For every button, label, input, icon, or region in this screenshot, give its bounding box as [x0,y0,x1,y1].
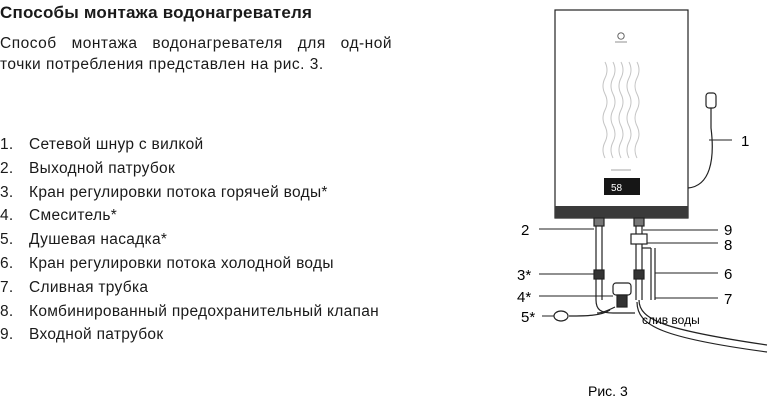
list-item [0,228,395,252]
intro-paragraph: Способ монтажа водонагревателя для од-ной точки потребления представлен на рис. 3. [0,35,392,73]
item-number: 5. [0,231,14,249]
item-number: 6. [0,254,14,272]
callout-8: 8 [724,237,733,254]
item-number: 7. [0,278,14,296]
item-label: Кран регулировки потока горячей воды* [29,183,328,201]
list-item [0,133,395,157]
item-label: Выходной патрубок [29,159,176,177]
callout-9: 9 [724,222,733,239]
item-label: Сливная трубка [29,278,149,296]
callout-7: 7 [724,291,733,308]
heater-bottom-panel [555,206,688,218]
inlet-pipe [631,218,767,352]
drain-label: слив воды [642,313,700,327]
list-item [0,276,395,300]
installation-diagram [505,0,768,400]
callout-3: 3* [517,267,532,284]
section-heading: Способы монтажа водонагревателя [0,3,313,22]
list-item [0,323,395,347]
callout-5: 5* [521,309,536,326]
item-number: 8. [0,302,14,320]
item-label: Душевая насадка* [29,231,168,249]
item-label: Комбинированный предохранительный клапан [29,302,380,320]
list-item [0,300,395,324]
list-item [0,204,395,228]
item-label: Кран регулировки потока холодной воды [29,254,334,272]
callout-4: 4* [517,289,532,306]
callout-1: 1 [741,133,750,150]
item-label: Сетевой шнур с вилкой [29,136,204,153]
item-label: Входной патрубок [29,326,164,344]
item-number: 9. [0,326,14,344]
figure-caption: Рис. 3 [588,383,628,399]
callout-2: 2 [521,222,530,239]
list-item [0,157,395,181]
item-number: 3. [0,183,14,201]
power-cord [688,108,712,188]
list-item [0,181,395,205]
item-label: Смеситель* [29,207,118,225]
callout-6: 6 [724,266,733,283]
parts-list [0,133,395,347]
outlet-pipe [594,218,604,300]
item-number: 1. [0,136,14,153]
installation-figure [505,0,768,400]
list-item [0,252,395,276]
item-number: 4. [0,207,14,225]
plug-icon [706,93,716,108]
item-number: 2. [0,159,14,177]
display-readout: 58 [611,183,623,194]
